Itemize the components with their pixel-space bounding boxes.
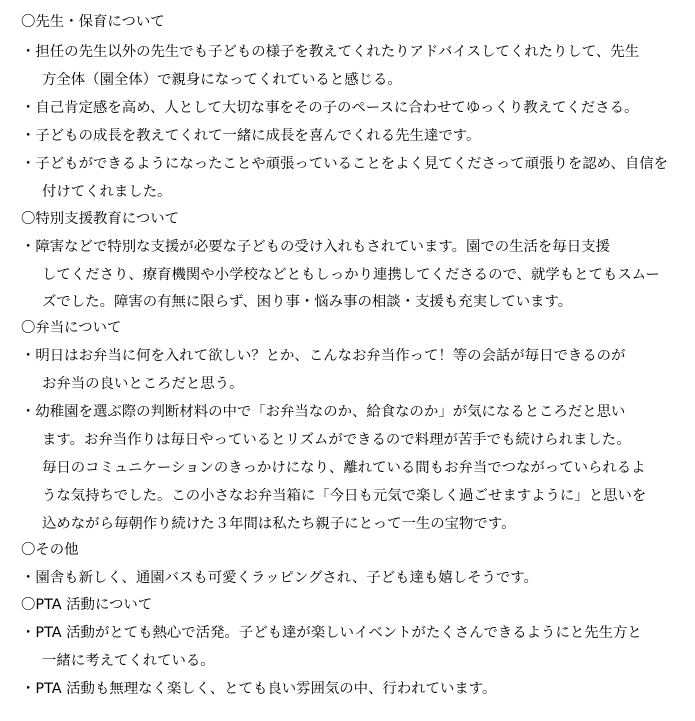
section-heading: 〇先生・保育について [21,14,165,30]
bullet-line: ・自己肯定感を高め、人として大切な事をその子のペースに合わせてゆっくり教えてくださる。 [21,100,639,116]
bullet-continuation: してくださり、療育機関や小学校などともしっかり連携してくださるので、就学もとてもスムー [42,267,660,283]
bullet-line: ・PTA 活動も無理なく楽しく、とても良い雰囲気の中、行われています。 [21,681,497,697]
bullet-line: ・障害などで特別な支援が必要な子どもの受け入れもされています。園での生活を毎日支援 [21,239,610,255]
bullet-continuation: うな気持ちでした。この小さなお弁当箱に「今日も元気で楽しく過ごせますように」と思いを [42,488,647,504]
section-heading: 〇弁当について [21,320,122,336]
bullet-line: ・子どもの成長を教えてくれて一緒に成長を喜んでくれる先生達です。 [21,128,481,144]
bullet-continuation: 方全体（園全体）で親身になってくれていると感じる。 [42,72,402,88]
bullet-line: ・子どもができるようになったことや頑張っていることをよく見てくださって頑張りを認め、自信を [21,156,669,172]
bullet-continuation: 毎日のコミュニケーションのきっかけになり、離れている間もお弁当でつながっていられるよ [42,460,646,476]
bullet-continuation: ズでした。障害の有無に限らず、困り事・悩み事の相談・支援も充実しています。 [42,294,573,310]
bullet-continuation: 付けてくれました。 [42,184,172,200]
section-heading: 〇特別支援教育について [21,211,180,227]
bullet-continuation: 込めながら毎朝作り続けた３年間は私たち親子にとって一生の宝物です。 [42,516,516,532]
section-heading: 〇その他 [21,542,79,558]
bullet-line: ・PTA 活動がとても熱心で活発。子ども達が楽しいイベントがたくさんできるようにと先生方と [21,625,642,641]
bullet-continuation: ます。お弁当作りは毎日やっているとリズムができるので料理が苦手でも続けられました。 [42,432,631,448]
bullet-line: ・明日はお弁当に何を入れて欲しい？とか、こんなお弁当作って！等の会話が毎日できるのが [21,348,626,364]
bullet-line: ・幼稚園を選ぶ際の判断材料の中で「お弁当なのか、給食なのか」が気になるところだと思い [21,404,626,420]
bullet-continuation: お弁当の良いところだと思う。 [42,376,244,392]
bullet-continuation: 一緒に考えてくれている。 [42,653,215,669]
section-heading: 〇PTA 活動について [21,597,153,613]
bullet-line: ・担任の先生以外の先生でも子どもの様子を教えてくれたりアドバイスしてくれたりして、先生 [21,44,640,60]
bullet-line: ・園舎も新しく、通園バスも可愛くラッピングされ、子ども達も嬉しそうです。 [21,570,538,586]
